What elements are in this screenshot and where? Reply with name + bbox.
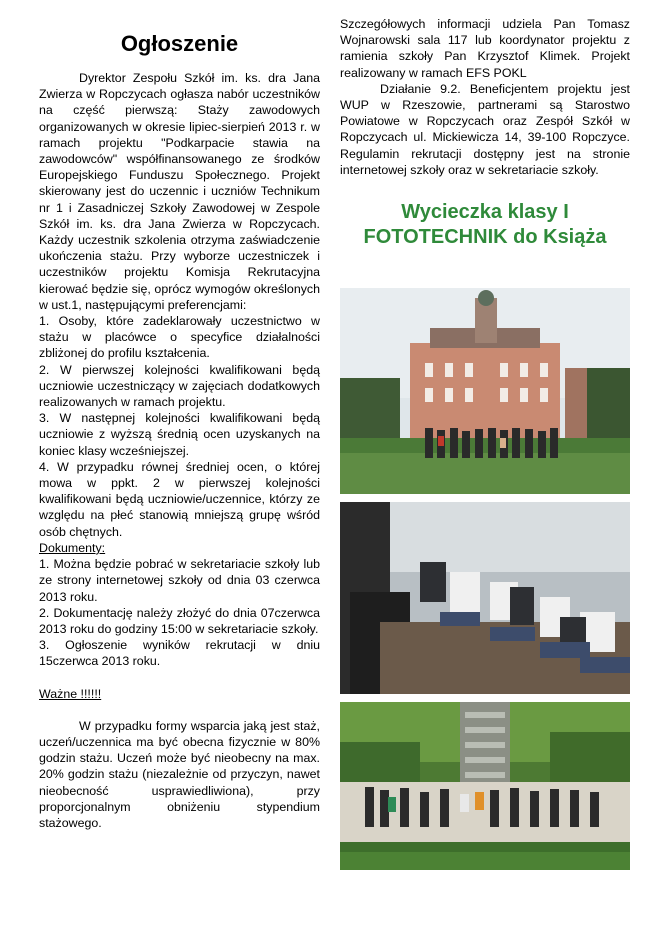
document-item: 1. Można będzie pobrać w sekretariacie szkoły lub ze strony internetowej szkoły od dnia 03 czerwca 2013 roku. — [39, 557, 320, 604]
students-image — [340, 502, 630, 694]
left-column — [39, 30, 320, 831]
right-column — [340, 16, 630, 266]
info-paragraph: Szczegółowych informacji udziela Pan Tomasz Wojnarowski sala 117 lub koordynator projektu z ramienia szkoły Pan Krzysztof Klimek. Projekt realizowany w ramach EFS POKL — [340, 17, 630, 80]
waterfall-group-photo — [340, 702, 630, 870]
intro-paragraph: Dyrektor Zespołu Szkół im. ks. dra Jana Zwierza w Ropczycach ogłasza nabór uczestników na część pierwszą: Staży zawodowych organizowanych w okresie lipiec-sierpień 2013 r. w ramach projektu "Podkarpacie stawia na zawodowców" współfinansowanego ze środków Europejskiego Funduszu Społecznego. Projekt skierowany jest do uczennic i uczniów Technikum nr 1 i Zasadniczej Szkoły Zawodowej w Zespole Szkół im. ks. dra Jana Zwierza w Ropczycach. Każdy uczestnik szkolenia otrzyma zaświadczenie ukończenia stażu. Przy wyborze uczestniczek i uczestników projektu Komisja Rekrutacyjna kierować będzie się, oprócz wymogów określonych w ust.1, następującymi preferencjami: — [39, 71, 320, 312]
preference-item: 1. Osoby, które zadeklarowały uczestnictwo w stażu w placówce o specyfice działalności zbliżonej do profilu kształcenia. — [39, 314, 320, 361]
important-paragraph: W przypadku formy wsparcia jaką jest staż, uczeń/uczennica ma być obecna fizycznie w 80% godzin stażu. Uczeń może być nieobecny na max. 20% godzin stażu (niezależnie od przyczyn, nawet nieobecność usprawiedliwiona), przy proporcjonalnym obniżeniu stypendium stażowego. — [39, 718, 320, 830]
important-heading: Ważne !!!!!! — [39, 686, 102, 701]
preference-item: 3. W następnej kolejności kwalifikowani będą uczniowie z wyższą średnią ocen uzyskanych na koniec klasy wcześniejszej. — [39, 411, 320, 458]
trip-title — [340, 200, 630, 250]
castle-image — [340, 288, 630, 494]
action-paragraph: Działanie 9.2. Beneficjentem projektu jest WUP w Rzeszowie, partnerami są Starostwo Powiatowe w Ropczycach oraz Zespół Szkół w Ropczycach ul. Mickiewicza 14, 39-100 Ropczyce. Regulamin rekrutacji dostępny jest na stronie internetowej szkoły oraz w sekretariacie szkoły. — [340, 81, 630, 177]
preference-item: 2. W pierwszej kolejności kwalifikowani będą uczniowie uczestniczący w zajęciach dodatkowych realizowanych w ramach projektu. — [39, 362, 320, 410]
trip-title-line1: Wycieczka klasy I — [401, 201, 569, 224]
page-title: Ogłoszenie — [120, 31, 239, 56]
documents-heading: Dokumenty: — [39, 540, 106, 555]
document-item: 3. Ogłoszenie wyników rekrutacji w dniu 15czerwca 2013 roku. — [39, 638, 320, 669]
preference-item: 4. W przypadku równej średniej ocen, o której mowa w ppkt. 2 w pierwszej kolejności kwalifikowani będą uczniowie/uczennice, którzy ze względu na płeć stanowią mniejszą grupę wśród osób chętnych. — [39, 459, 320, 539]
castle-group-photo — [340, 288, 630, 494]
waterfall-image — [340, 702, 630, 870]
trip-title-line2: FOTOTECHNIK do Książa — [363, 226, 607, 249]
students-sitting-photo — [340, 502, 630, 694]
document-item: 2. Dokumentację należy złożyć do dnia 07czerwca 2013 roku do godziny 15:00 w sekretariacie szkoły. — [39, 605, 320, 636]
